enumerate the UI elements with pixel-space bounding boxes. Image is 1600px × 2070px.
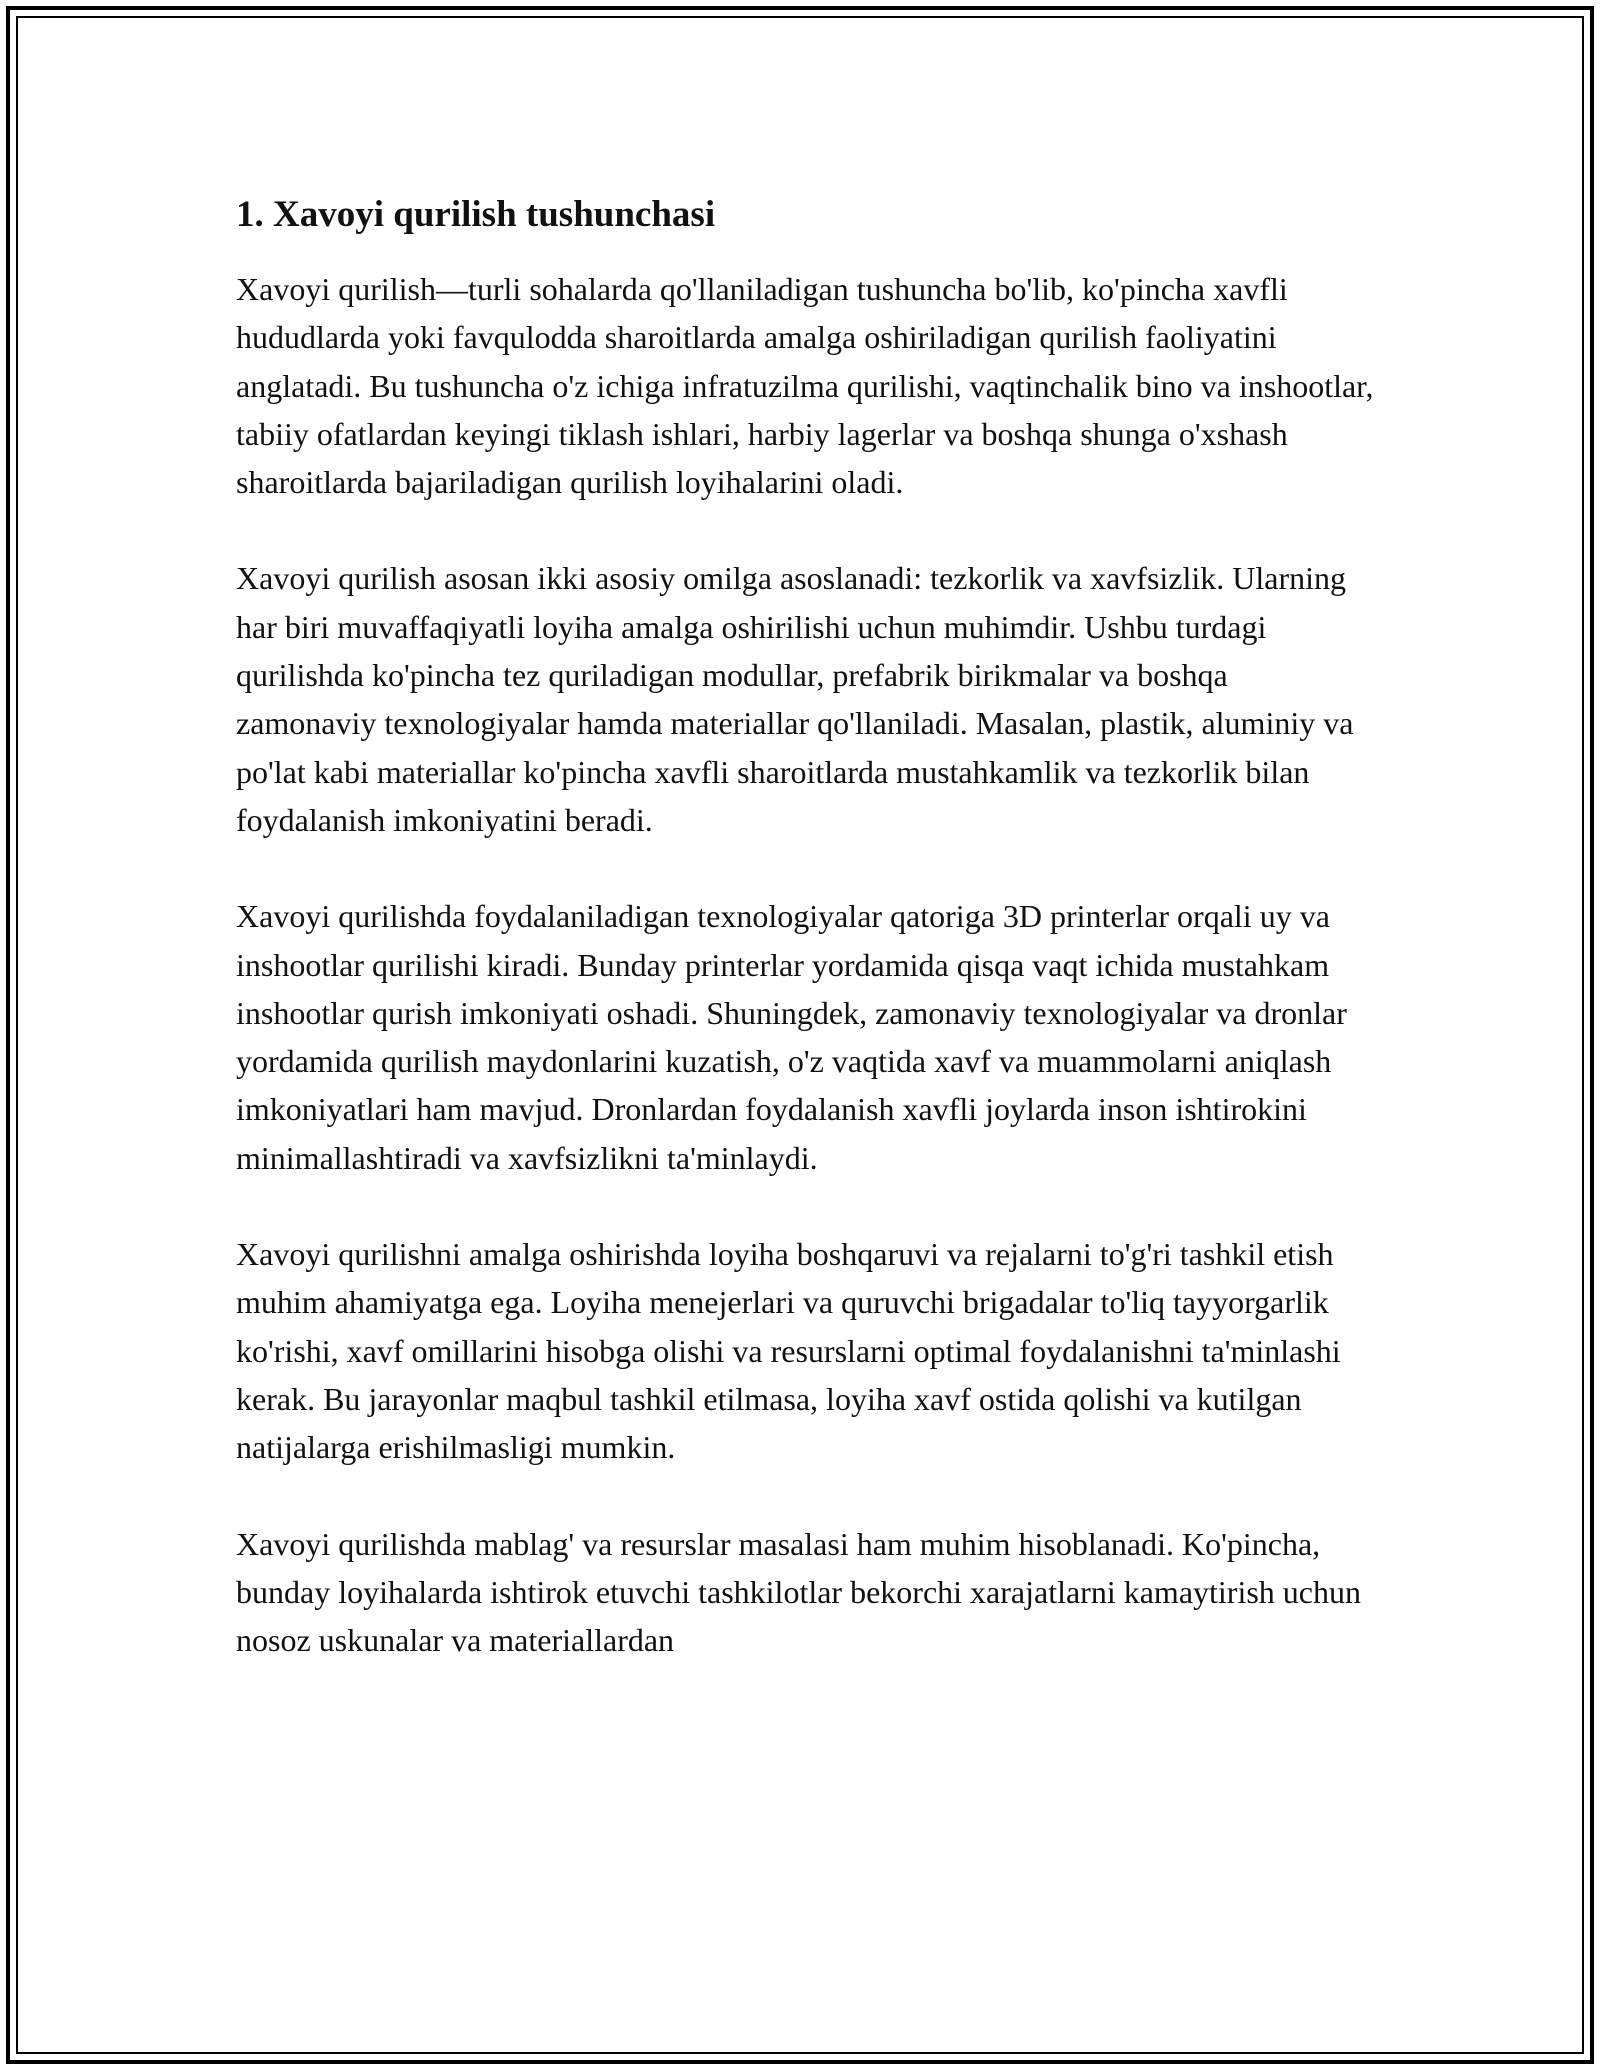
paragraph-2: Xavoyi qurilish asosan ikki asosiy omilga asoslanadi: tezkorlik va xavfsizlik. Ularning har biri muvaffaqiyatli loyiha amalga oshirilishi uchun muhimdir. Ushbu turdagi qurilishda ko'pincha tez quriladigan modullar, prefabrik birikmalar va boshqa zamonaviy texnologiyalar hamda materiallar qo'llaniladi. Masalan, plastik, aluminiy va po'lat kabi materiallar ko'pincha xavfli sharoitlarda mustahkamlik va tezkorlik bilan foydalanish imkoniyatini beradi. xyxy=(236,560,1354,838)
paragraph-3: Xavoyi qurilishda foydalaniladigan texnologiyalar qatoriga 3D printerlar orqali uy va inshootlar qurilishi kiradi. Bunday printerlar yordamida qisqa vaqt ichida mustahkam inshootlar qurish imkoniyati oshadi. Shuningdek, zamonaviy texnologiyalar va dronlar yordamida qurilish maydonlarini kuzatish, o'z vaqtida xavf va muammolarni aniqlash imkoniyatlari ham mavjud. Dronlardan foydalanish xavfli joylarda inson ishtirokini minimallashtiradi va xavfsizlikni ta'minlaydi. xyxy=(236,898,1347,1176)
paragraph-5: Xavoyi qurilishda mablag' va resurslar masalasi ham muhim hisoblanadi. Ko'pincha, bunday loyihalarda ishtirok etuvchi tashkilotlar bekorchi xarajatlarni kamaytirish uchun nosoz uskunalar va materiallardan xyxy=(236,1525,1361,1659)
paragraph-4: Xavoyi qurilishni amalga oshirishda loyiha boshqaruvi va rejalarni to'g'ri tashkil etish muhim ahamiyatga ega. Loyiha menejerlari va quruvchi brigadalar to'liq tayyorgarlik ko'rishi, xavf omillarini hisobga olishi va resurslarni optimal foydalanishni ta'minlashi kerak. Bu jarayonlar maqbul tashkil etilmasa, loyiha xavf ostida qolishi va kutilgan natijalarga erishilmasligi mumkin. xyxy=(236,1236,1341,1466)
document-body xyxy=(236,187,1376,1664)
paragraph-1: Xavoyi qurilish—turli sohalarda qo'llaniladigan tushuncha bo'lib, ko'pincha xavfli hududlarda yoki favqulodda sharoitlarda amalga oshiriladigan qurilish faoliyatini anglatadi. Bu tushuncha o'z ichiga infratuzilma qurilishi, vaqtinchalik bino va inshootlar, tabiiy ofatlardan keyingi tiklash ishlari, harbiy lagerlar va boshqa shunga o'xshash sharoitlarda bajariladigan qurilish loyihalarini oladi. xyxy=(236,271,1374,501)
section-heading: 1. Xavoyi qurilish tushunchasi xyxy=(236,194,716,235)
